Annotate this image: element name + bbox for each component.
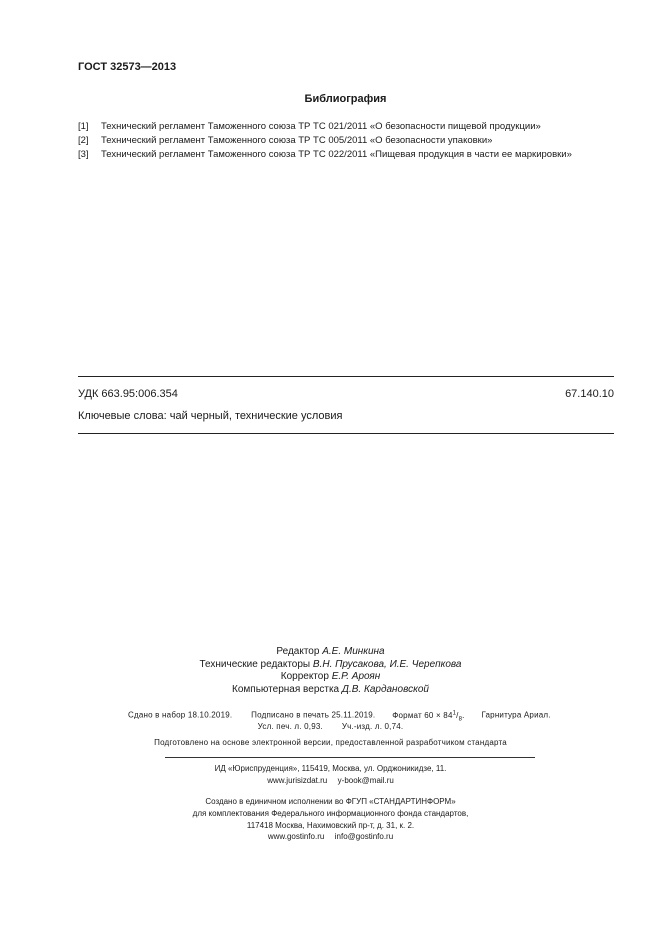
- publisher-sheets: Уч.-изд. л. 0,74.: [341, 722, 404, 731]
- reference-number: [1]: [78, 121, 89, 132]
- reference-item: [78, 149, 572, 160]
- print-sheets: Усл. печ. л. 0,93.: [257, 722, 323, 731]
- format-numerator: 1: [452, 710, 457, 716]
- producer-address: 117418 Москва, Нахимовский пр-т, д. 31, к. 2.: [246, 821, 415, 830]
- reference-number: [3]: [78, 149, 89, 160]
- credit-layout: [0, 684, 661, 695]
- reference-text: Технический регламент Таможенного союза ТР ТС 022/2011 «Пищевая продукция в части ее маркировки»: [101, 149, 572, 160]
- udk-code: УДК 663.95:006.354: [78, 388, 178, 400]
- oks-code: 67.140.10: [565, 388, 614, 400]
- credit-name: В.Н. Прусакова, И.Е. Черепкова: [312, 659, 462, 670]
- reference-text: Технический регламент Таможенного союза ТР ТС 005/2011 «О безопасности упаковки»: [101, 135, 493, 146]
- producer-site: www.gostinfo.ru: [267, 832, 325, 841]
- standard-id: ГОСТ 32573—2013: [78, 61, 177, 73]
- print-line-2: [0, 722, 661, 731]
- keywords: Ключевые слова: чай черный, технические условия: [78, 410, 343, 422]
- reference-number: [2]: [78, 135, 89, 146]
- credit-label: Компьютерная верстка: [232, 684, 340, 695]
- reference-item: [78, 135, 492, 146]
- publisher-line: ИД «Юриспруденция», 115419, Москва, ул. Орджоникидзе, 11.: [214, 764, 447, 773]
- credit-corrector: [0, 671, 661, 682]
- reference-item: [78, 121, 541, 132]
- format-prefix: Формат 60 × 84: [392, 710, 453, 720]
- paper-format: Формат $60 \times 84^1/_8$.: [392, 710, 465, 723]
- producer-purpose: для комплектования Федерального информационного фонда стандартов,: [192, 809, 469, 818]
- credit-label: Редактор: [276, 646, 320, 657]
- format-denominator: 8: [458, 716, 463, 723]
- producer-line: Создано в единичном исполнении во ФГУП «СТАНДАРТИНФОРМ»: [205, 797, 456, 806]
- format-suffix: .: [462, 710, 465, 720]
- typeface: Гарнитура Ариал.: [481, 710, 551, 720]
- reference-text: Технический регламент Таможенного союза ТР ТС 021/2011 «О безопасности пищевой продукции»: [101, 121, 541, 132]
- publisher-site: www.jurisizdat.ru: [267, 776, 328, 785]
- credit-name: А.Е. Минкина: [322, 646, 385, 657]
- credit-label: Технические редакторы: [199, 659, 311, 670]
- credit-tech-editors: [0, 659, 661, 670]
- credit-label: Корректор: [280, 671, 329, 682]
- set-date: Сдано в набор 18.10.2019.: [128, 710, 233, 720]
- divider: [78, 376, 614, 377]
- bibliography-title: Библиография: [304, 93, 387, 105]
- credit-name: Д.В. Кардановской: [341, 684, 429, 695]
- divider: [78, 433, 614, 434]
- source-note: Подготовлено на основе электронной версии, предоставленной разработчиком стандарта: [154, 738, 507, 747]
- credit-editor: [0, 646, 661, 657]
- print-line-1: [128, 710, 551, 722]
- publisher-email: y-book@mail.ru: [337, 776, 394, 785]
- credit-name: Е.Р. Ароян: [331, 671, 381, 682]
- producer-email: info@gostinfo.ru: [334, 832, 394, 841]
- publisher-contacts: [0, 776, 661, 785]
- producer-contacts: [0, 832, 661, 841]
- divider: [165, 757, 535, 758]
- sign-date: Подписано в печать 25.11.2019.: [251, 710, 376, 720]
